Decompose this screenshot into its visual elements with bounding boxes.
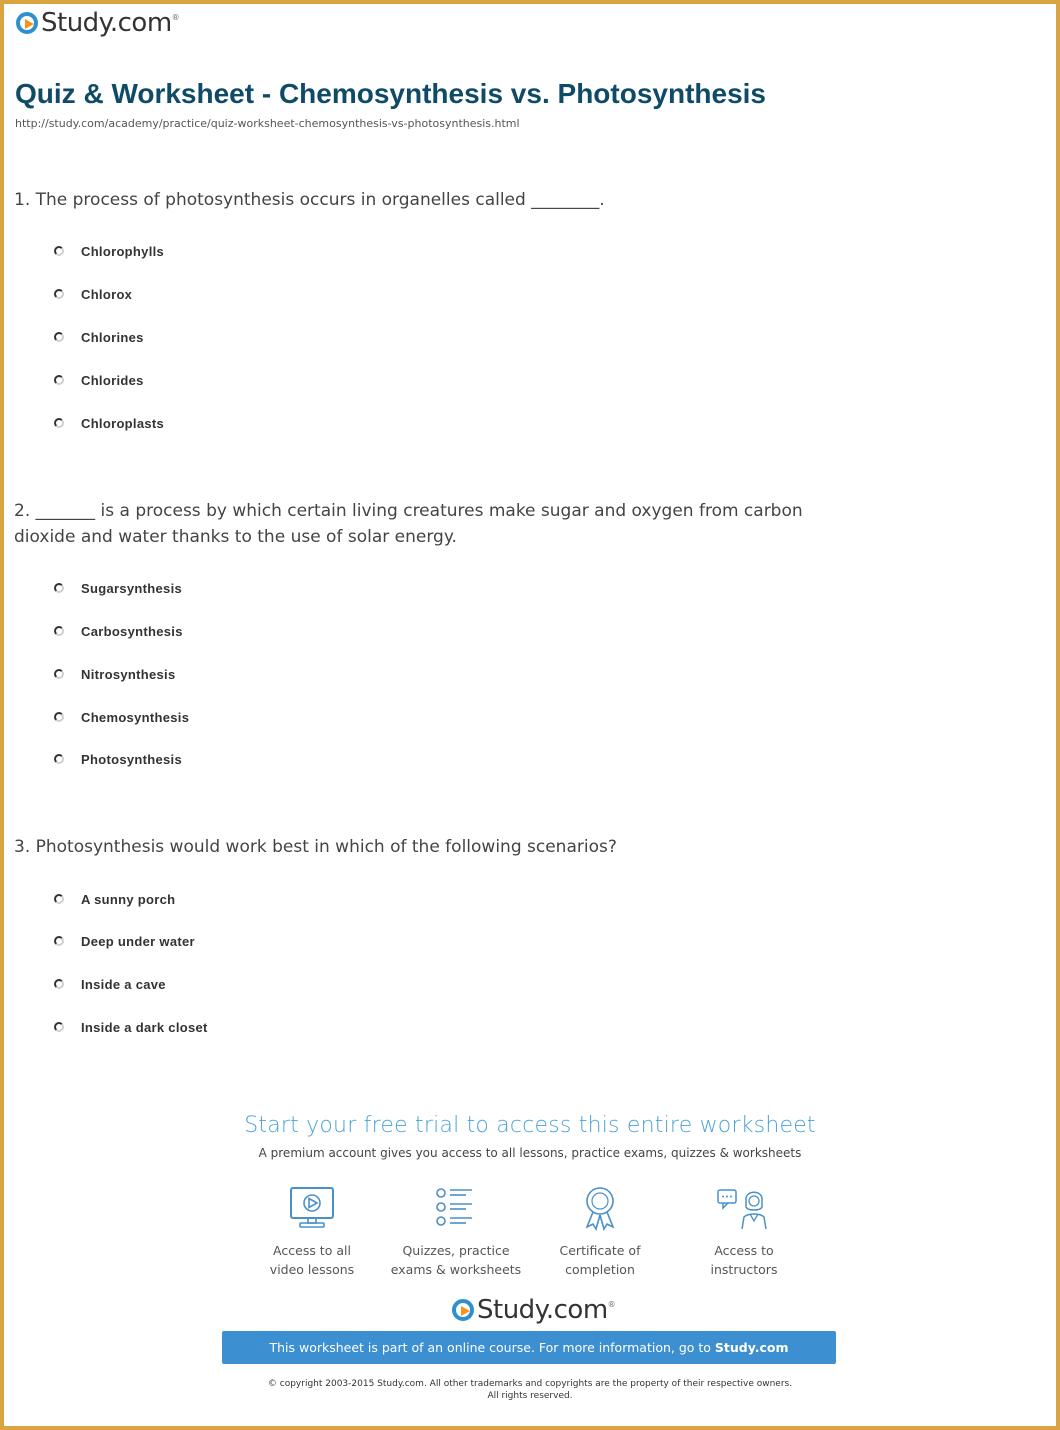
answer-label: Photosynthesis (81, 751, 182, 767)
radio-button-icon[interactable] (54, 669, 64, 679)
radio-button-icon[interactable] (54, 332, 64, 342)
instructor-chat-icon (716, 1185, 772, 1231)
answer-option[interactable] (54, 974, 166, 994)
answer-option[interactable] (54, 413, 164, 433)
answer-label: Nitrosynthesis (81, 666, 176, 682)
feature-label: Access to all video lessons (269, 1243, 355, 1277)
answer-option[interactable] (54, 931, 195, 951)
answer-option[interactable] (54, 749, 182, 769)
trademark-mark: ® (607, 1299, 616, 1309)
feature-label: Access to instructors (710, 1243, 778, 1277)
answer-option[interactable] (54, 889, 175, 909)
radio-button-icon[interactable] (54, 246, 64, 256)
answer-label: Inside a dark closet (81, 1019, 208, 1035)
answer-label: Chemosynthesis (81, 709, 190, 725)
free-trial-subheading: A premium account gives you access to all lessons, practice exams, quizzes & worksheets (258, 1146, 802, 1160)
study-logo-footer[interactable] (452, 1295, 616, 1325)
video-lesson-icon (288, 1185, 336, 1231)
play-logo-icon (16, 12, 38, 34)
trademark-mark: ® (171, 12, 180, 22)
answer-option[interactable] (54, 1017, 208, 1037)
page-title: Quiz & Worksheet - Chemosynthesis vs. Photosynthesis (15, 78, 766, 109)
radio-button-icon[interactable] (54, 289, 64, 299)
logo-text: Study.com (477, 1295, 608, 1325)
play-logo-icon (452, 1299, 474, 1321)
answer-option[interactable] (54, 284, 132, 304)
answer-option[interactable] (54, 707, 189, 727)
radio-button-icon[interactable] (54, 936, 64, 946)
answer-label: A sunny porch (81, 891, 176, 907)
feature-quizzes (376, 1185, 536, 1279)
answer-label: Chlorox (81, 286, 133, 302)
feature-video-lessons (232, 1185, 392, 1279)
answer-label: Chlorines (81, 329, 144, 345)
radio-button-icon[interactable] (54, 583, 64, 593)
free-trial-heading[interactable]: Start your free trial to access this entire worksheet (244, 1113, 816, 1138)
radio-button-icon[interactable] (54, 375, 64, 385)
course-info-banner[interactable] (222, 1331, 836, 1364)
answer-option[interactable] (54, 370, 144, 390)
certificate-ribbon-icon (576, 1185, 624, 1231)
feature-label: Certificate of completion (559, 1243, 641, 1277)
answer-option[interactable] (54, 664, 176, 684)
answer-label: Sugarsynthesis (81, 580, 183, 596)
checklist-icon (432, 1185, 480, 1231)
answer-label: Chloroplasts (81, 415, 165, 431)
answer-label: Deep under water (81, 933, 195, 949)
banner-text: This worksheet is part of an online course. For more information, go to (269, 1340, 715, 1355)
answer-label: Chlorophylls (81, 243, 165, 259)
question-text: 2. _______ is a process by which certain living creatures make sugar and oxygen from carbon dioxide and water thanks to the use of solar energy. (14, 501, 803, 547)
answer-label: Chlorides (81, 372, 144, 388)
question-text: 3. Photosynthesis would work best in which of the following scenarios? (14, 837, 617, 857)
copyright-notice: © copyright 2003-2015 Study.com. All other trademarks and copyrights are the property of their respective owners. All rights reserved. (267, 1379, 793, 1401)
banner-link[interactable]: Study.com (714, 1340, 789, 1355)
radio-button-icon[interactable] (54, 754, 64, 764)
question-text: 1. The process of photosynthesis occurs in organelles called ________. (14, 190, 605, 210)
feature-instructors (664, 1185, 824, 1279)
answer-option[interactable] (54, 241, 164, 261)
radio-button-icon[interactable] (54, 418, 64, 428)
radio-button-icon[interactable] (54, 712, 64, 722)
radio-button-icon[interactable] (54, 979, 64, 989)
answer-option[interactable] (54, 578, 182, 598)
answer-option[interactable] (54, 621, 183, 641)
radio-button-icon[interactable] (54, 626, 64, 636)
feature-label: Quizzes, practice exams & worksheets (390, 1243, 522, 1277)
radio-button-icon[interactable] (54, 894, 64, 904)
answer-label: Carbosynthesis (81, 623, 183, 639)
radio-button-icon[interactable] (54, 1022, 64, 1032)
study-logo[interactable] (16, 8, 180, 38)
answer-label: Inside a cave (81, 976, 166, 992)
logo-text: Study.com (41, 8, 172, 38)
answer-option[interactable] (54, 327, 144, 347)
feature-certificate (520, 1185, 680, 1279)
page-url: http://study.com/academy/practice/quiz-worksheet-chemosynthesis-vs-photosynthesis.html (15, 117, 520, 130)
